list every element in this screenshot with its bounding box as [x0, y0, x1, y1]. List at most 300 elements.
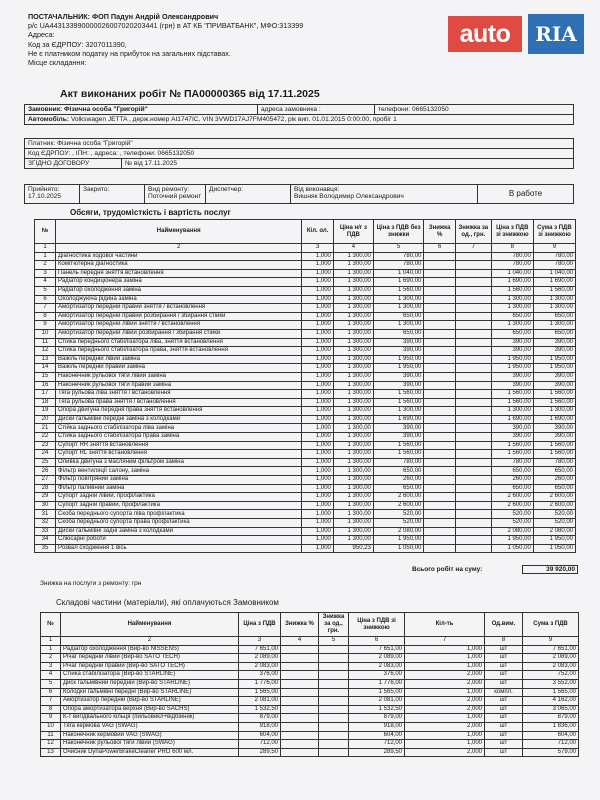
table-cell: 1 050,00: [491, 544, 533, 553]
table-row: [41, 697, 579, 706]
table-row: [41, 662, 579, 671]
table-cell: [424, 355, 456, 364]
table-row: [35, 510, 576, 519]
table-cell: 1 776,00: [239, 679, 281, 688]
table-cell: 2 600,00: [373, 501, 424, 510]
place-line: Місце складання:: [28, 58, 87, 68]
table-cell: 2 083,00: [349, 662, 405, 671]
table-cell: 1,000: [302, 372, 334, 381]
document-title: Акт виконаних робіт № ПА00000365 від 17.11.2025: [60, 88, 320, 100]
table-cell: [319, 697, 349, 706]
table-cell: 2 600,00: [373, 493, 424, 502]
supplier-header: [28, 12, 368, 67]
table-cell: 1,000: [302, 304, 334, 313]
table-cell: [455, 347, 491, 356]
table-cell: 12: [35, 347, 56, 356]
table-cell: Диски гальмівні передні заміна з колодками: [56, 415, 302, 424]
table-cell: 390,00: [373, 424, 424, 433]
table-cell: [455, 295, 491, 304]
table-row: [41, 740, 579, 749]
table-cell: Важіль передній правий заміна: [56, 364, 302, 373]
table-cell: 1 560,00: [373, 390, 424, 399]
table-cell: 650,00: [533, 484, 575, 493]
table-cell: 520,00: [533, 510, 575, 519]
table-cell: 19: [35, 407, 56, 416]
table-cell: 390,00: [491, 381, 533, 390]
table-cell: [281, 740, 319, 749]
table-cell: 376,00: [239, 671, 281, 680]
table-row: [35, 484, 576, 493]
table-cell: 1 300,00: [373, 321, 424, 330]
table-cell: Розвал сходження 1 вісь: [56, 544, 302, 553]
table-cell: [455, 527, 491, 536]
table-cell: 1,000: [302, 510, 334, 519]
table-cell: 1 690,00: [373, 415, 424, 424]
table-cell: 1 300,00: [333, 476, 373, 485]
table-cell: 390,00: [533, 381, 575, 390]
table-cell: 780,00: [373, 458, 424, 467]
table-cell: 1: [41, 637, 61, 646]
table-row: [41, 705, 579, 714]
table-cell: Амортизатор передній правий зняття / встановлення: [56, 304, 302, 313]
works-total-value: 39 920,00: [522, 565, 578, 574]
table-cell: 650,00: [491, 312, 533, 321]
table-cell: Радіатор кондиціонера заміна: [56, 278, 302, 287]
table-cell: 1,000: [302, 312, 334, 321]
table-cell: 1 565,00: [349, 688, 405, 697]
table-cell: 1 690,00: [491, 278, 533, 287]
table-cell: [424, 424, 456, 433]
table-cell: 918,00: [349, 722, 405, 731]
table-cell: [424, 519, 456, 528]
table-cell: 2 089,00: [349, 654, 405, 663]
table-cell: [455, 441, 491, 450]
table-cell: 650,00: [373, 329, 424, 338]
table-cell: 520,00: [491, 519, 533, 528]
table-cell: [424, 269, 456, 278]
table-cell: 9: [523, 637, 579, 646]
table-cell: Амортизатор передній правий розбирання / збирання стійки: [56, 312, 302, 321]
table-cell: 650,00: [533, 329, 575, 338]
table-cell: 712,00: [239, 740, 281, 749]
table-cell: 33: [35, 527, 56, 536]
table-cell: 1,000: [302, 329, 334, 338]
table-row: [41, 671, 579, 680]
table-cell: 879,00: [523, 714, 579, 723]
table-cell: 8: [485, 637, 523, 646]
table-cell: 21: [35, 424, 56, 433]
table-row: [35, 536, 576, 545]
table-cell: Слюсарні роботи: [56, 536, 302, 545]
table-cell: [424, 321, 456, 330]
table-cell: Наконечник рульової тяги правий заміна: [56, 381, 302, 390]
table-cell: 2: [61, 637, 239, 646]
table-cell: [424, 450, 456, 459]
customer-box: [24, 104, 574, 125]
table-row: [35, 407, 576, 416]
table-cell: Наконечник рульової тяги лівий заміна: [56, 372, 302, 381]
table-cell: 520,00: [491, 510, 533, 519]
table-cell: 1,000: [302, 433, 334, 442]
table-cell: 35: [35, 544, 56, 553]
table-row: [35, 286, 576, 295]
discount-note: Знижка на послуги з ремонту: грн: [40, 580, 142, 587]
table-cell: 289,50: [349, 748, 405, 757]
table-cell: [424, 493, 456, 502]
table-cell: 1 300,00: [333, 510, 373, 519]
table-row: [41, 731, 579, 740]
table-cell: 1 300,00: [333, 321, 373, 330]
table-cell: [455, 338, 491, 347]
table-cell: 1,000: [302, 355, 334, 364]
table-cell: 1,000: [302, 519, 334, 528]
table-row: [35, 329, 576, 338]
table-cell: 1 560,00: [533, 450, 575, 459]
table-cell: 650,00: [491, 329, 533, 338]
table-cell: 6: [424, 244, 456, 253]
table-cell: [281, 688, 319, 697]
table-cell: 390,00: [491, 338, 533, 347]
table-cell: 1 300,00: [533, 407, 575, 416]
table-cell: 1 300,00: [333, 312, 373, 321]
watermark-auto-text: auto: [448, 16, 522, 52]
table-cell: 390,00: [491, 347, 533, 356]
table-cell: 780,00: [533, 261, 575, 270]
table-cell: Важіль передній лівий заміна: [56, 355, 302, 364]
table-cell: 1 560,00: [533, 441, 575, 450]
table-cell: 1 560,00: [373, 441, 424, 450]
table-row: [35, 398, 576, 407]
table-cell: [424, 304, 456, 313]
table-cell: 2 089,00: [523, 654, 579, 663]
table-cell: 1 532,50: [239, 705, 281, 714]
table-cell: [281, 679, 319, 688]
table-row: [35, 304, 576, 313]
table-cell: [424, 407, 456, 416]
table-cell: [424, 536, 456, 545]
table-cell: [424, 364, 456, 373]
table-cell: 1,000: [302, 261, 334, 270]
parts-section-title: Складові частини (матеріали), які оплачуються Замовником: [56, 598, 279, 607]
table-cell: [281, 671, 319, 680]
table-cell: Супорт задній лівий, профілактика: [56, 493, 302, 502]
table-cell: [455, 304, 491, 313]
table-cell: 604,00: [239, 731, 281, 740]
table-cell: 1,000: [302, 536, 334, 545]
table-cell: 2: [41, 654, 61, 663]
order-info-box: Прийнято: 17.10.2025 Закрито: Вид ремонту: Поточний ремонт Диспетчер: Від виконавця: Вишняк Володимир Олександрович В работе: [24, 184, 574, 204]
table-cell: 4: [281, 637, 319, 646]
table-cell: [319, 679, 349, 688]
table-cell: 7: [41, 697, 61, 706]
table-cell: 3: [41, 662, 61, 671]
account-line: р/с UA443133990000026007020203441 (грн) в АТ КБ "ПРИВАТБАНК", МФО:313399: [28, 21, 304, 31]
table-row: [35, 321, 576, 330]
table-cell: [319, 714, 349, 723]
table-row: [35, 433, 576, 442]
table-cell: 1 300,00: [333, 527, 373, 536]
table-cell: [424, 252, 456, 261]
table-cell: [424, 312, 456, 321]
table-cell: [455, 544, 491, 553]
table-cell: 376,00: [349, 671, 405, 680]
works-colnum-row: [35, 244, 576, 253]
table-cell: Фільтр вентиляції салону, заміна: [56, 467, 302, 476]
table-cell: 2: [56, 244, 302, 253]
table-cell: 2 080,00: [373, 527, 424, 536]
table-cell: 1,000: [302, 252, 334, 261]
table-cell: 4 162,00: [523, 697, 579, 706]
table-cell: 1: [35, 244, 56, 253]
table-cell: [455, 321, 491, 330]
table-cell: Річаг передній правий (Вир-во SATO TECH): [61, 662, 239, 671]
table-cell: 34: [35, 536, 56, 545]
table-row: [41, 654, 579, 663]
table-cell: [455, 372, 491, 381]
table-cell: 712,00: [349, 740, 405, 749]
table-cell: 1 950,00: [533, 536, 575, 545]
table-cell: 3: [35, 269, 56, 278]
table-cell: 650,00: [373, 484, 424, 493]
table-cell: 2,000: [405, 722, 485, 731]
table-cell: 2 089,00: [239, 654, 281, 663]
table-cell: Радіатор охолодження (Вир-во NISSENS): [61, 645, 239, 654]
table-cell: 879,00: [239, 714, 281, 723]
table-cell: Опора двигуна передня права зняття встановлення: [56, 407, 302, 416]
table-cell: 1 950,00: [491, 364, 533, 373]
table-cell: [281, 722, 319, 731]
table-cell: 260,00: [373, 476, 424, 485]
table-cell: [319, 705, 349, 714]
table-cell: [455, 364, 491, 373]
table-row: [35, 278, 576, 287]
table-cell: 2,000: [405, 697, 485, 706]
table-cell: 1 690,00: [373, 278, 424, 287]
table-cell: 1 300,00: [333, 484, 373, 493]
table-cell: 28: [35, 484, 56, 493]
parts-table: [40, 612, 579, 757]
table-cell: 15: [35, 372, 56, 381]
table-row: [41, 679, 579, 688]
table-cell: 1 300,00: [491, 295, 533, 304]
table-cell: 780,00: [373, 261, 424, 270]
table-cell: [455, 476, 491, 485]
table-cell: 25: [35, 458, 56, 467]
table-cell: 29: [35, 493, 56, 502]
table-row: [35, 458, 576, 467]
table-cell: Супорт задній правий, профілактика: [56, 501, 302, 510]
table-cell: 10: [35, 329, 56, 338]
autoria-watermark: [448, 14, 586, 54]
table-cell: 1 560,00: [491, 398, 533, 407]
table-cell: [281, 697, 319, 706]
parts-colnum-row: [41, 637, 579, 646]
table-cell: Оливка двигуна з масляним фільтром заміна: [56, 458, 302, 467]
table-cell: 3: [302, 244, 334, 253]
table-cell: 6: [41, 688, 61, 697]
table-cell: 604,00: [523, 731, 579, 740]
table-cell: 13: [41, 748, 61, 757]
table-cell: 2,000: [405, 679, 485, 688]
table-cell: [455, 484, 491, 493]
table-row: [41, 722, 579, 731]
table-cell: 289,50: [239, 748, 281, 757]
table-cell: 1,000: [302, 527, 334, 536]
table-cell: 8: [35, 312, 56, 321]
table-cell: 1 300,00: [333, 269, 373, 278]
table-row: [35, 364, 576, 373]
table-cell: 3: [239, 637, 281, 646]
table-row: [35, 450, 576, 459]
table-row: [35, 312, 576, 321]
table-cell: 1 690,00: [491, 415, 533, 424]
table-cell: 2 080,00: [533, 527, 575, 536]
table-cell: 6: [349, 637, 405, 646]
table-cell: 1 560,00: [373, 398, 424, 407]
table-cell: [455, 355, 491, 364]
table-cell: 1 300,00: [333, 355, 373, 364]
table-cell: 950,23: [333, 544, 373, 553]
table-cell: 390,00: [533, 338, 575, 347]
table-cell: 879,00: [349, 714, 405, 723]
table-cell: 390,00: [373, 372, 424, 381]
table-cell: 650,00: [491, 467, 533, 476]
table-cell: 1 300,00: [533, 295, 575, 304]
table-cell: [455, 458, 491, 467]
table-cell: 1 300,00: [333, 458, 373, 467]
table-cell: 7: [405, 637, 485, 646]
table-cell: 1 300,00: [491, 407, 533, 416]
table-row: [35, 338, 576, 347]
table-cell: 780,00: [533, 252, 575, 261]
table-cell: Фільтр паливний заміна: [56, 484, 302, 493]
table-row: [35, 390, 576, 399]
table-cell: [424, 381, 456, 390]
table-cell: 1 560,00: [373, 286, 424, 295]
table-cell: [281, 645, 319, 654]
table-cell: [424, 527, 456, 536]
table-cell: [455, 252, 491, 261]
table-cell: 1 300,00: [373, 295, 424, 304]
table-cell: [455, 467, 491, 476]
works-total-label: Всього робіт на суму:: [412, 566, 483, 573]
table-row: [35, 441, 576, 450]
table-cell: 650,00: [533, 312, 575, 321]
table-cell: 1,000: [405, 645, 485, 654]
table-cell: [424, 441, 456, 450]
table-cell: шт: [485, 671, 523, 680]
table-cell: Амортизатор передній лівий розбирання / збирання стійки: [56, 329, 302, 338]
table-cell: Тяга кермова VAG (SWAG): [61, 722, 239, 731]
table-cell: [455, 269, 491, 278]
table-cell: 1 560,00: [491, 286, 533, 295]
table-cell: Охолоджуюча рідина заміна: [56, 295, 302, 304]
table-cell: шт: [485, 722, 523, 731]
table-row: [35, 415, 576, 424]
table-cell: 3 065,00: [523, 705, 579, 714]
table-cell: 1 300,00: [533, 321, 575, 330]
table-cell: 520,00: [533, 519, 575, 528]
table-cell: 1,000: [302, 424, 334, 433]
table-cell: 1,000: [405, 688, 485, 697]
table-cell: 27: [35, 476, 56, 485]
table-cell: 7: [35, 304, 56, 313]
table-cell: 390,00: [373, 433, 424, 442]
table-cell: [455, 433, 491, 442]
table-cell: [455, 424, 491, 433]
table-cell: 1 560,00: [373, 450, 424, 459]
table-cell: 1,000: [302, 390, 334, 399]
table-cell: 1 300,00: [333, 364, 373, 373]
table-cell: Супорт RL зняття встановлення: [56, 450, 302, 459]
table-row: [41, 714, 579, 723]
table-row: [35, 493, 576, 502]
table-cell: [319, 731, 349, 740]
table-cell: 11: [41, 731, 61, 740]
table-cell: 1,000: [302, 269, 334, 278]
table-row: [35, 295, 576, 304]
table-cell: 650,00: [373, 312, 424, 321]
table-cell: 2,000: [405, 705, 485, 714]
table-cell: 1 300,00: [333, 347, 373, 356]
table-cell: [424, 476, 456, 485]
table-cell: Амортизатор передній (Вир-во STARLINE): [61, 697, 239, 706]
table-cell: 390,00: [373, 338, 424, 347]
table-cell: 390,00: [533, 372, 575, 381]
table-row: [41, 645, 579, 654]
table-cell: [319, 740, 349, 749]
table-cell: 2 600,00: [491, 493, 533, 502]
table-cell: 6: [35, 295, 56, 304]
table-cell: 1: [35, 252, 56, 261]
table-cell: 1 300,00: [333, 261, 373, 270]
watermark-ria-text: RIA: [528, 14, 584, 54]
table-cell: [424, 484, 456, 493]
works-section-title: Обсяги, трудомісткість і вартість послуг: [70, 208, 231, 217]
table-cell: 1 565,00: [523, 688, 579, 697]
table-cell: 1,000: [302, 450, 334, 459]
table-cell: 1 560,00: [491, 441, 533, 450]
table-cell: 1 040,00: [533, 269, 575, 278]
table-cell: 5: [319, 637, 349, 646]
table-cell: Амортизатор передній лівий зняття / встановлення: [56, 321, 302, 330]
table-cell: 1,000: [302, 476, 334, 485]
table-cell: 1 690,00: [533, 278, 575, 287]
table-cell: 1,000: [302, 286, 334, 295]
table-cell: 1 950,00: [533, 355, 575, 364]
table-cell: 650,00: [373, 467, 424, 476]
table-cell: 390,00: [533, 433, 575, 442]
table-cell: 604,00: [349, 731, 405, 740]
table-cell: Стійка переднього стабілізатора ліва, зняття встановлення: [56, 338, 302, 347]
table-cell: 1 300,00: [333, 519, 373, 528]
table-cell: Радіатор охолодження заміна: [56, 286, 302, 295]
table-cell: 1,000: [302, 295, 334, 304]
table-cell: 1,000: [405, 662, 485, 671]
table-cell: 1,000: [405, 654, 485, 663]
table-cell: 1: [41, 645, 61, 654]
table-cell: шт: [485, 748, 523, 757]
table-cell: 5: [35, 286, 56, 295]
table-cell: 1 300,00: [333, 433, 373, 442]
table-cell: шт: [485, 662, 523, 671]
table-cell: [319, 654, 349, 663]
table-row: [35, 527, 576, 536]
table-cell: 1,000: [302, 467, 334, 476]
table-cell: [424, 261, 456, 270]
table-cell: 1 950,00: [373, 364, 424, 373]
table-cell: 1,000: [302, 415, 334, 424]
